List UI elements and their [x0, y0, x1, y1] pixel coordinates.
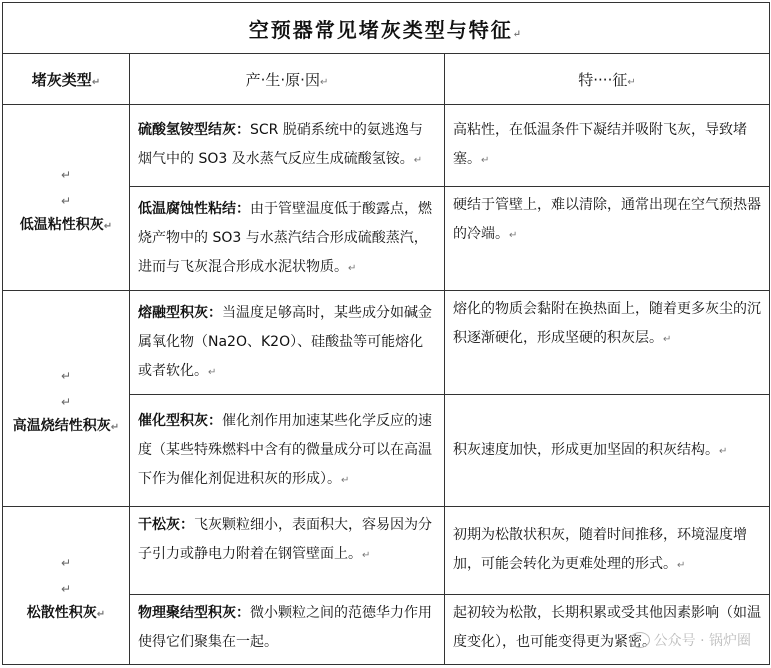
type-cell-high-temp: ↵ ↵ 高温烧结性积灰↵: [3, 291, 130, 507]
ash-type-table: [2, 2, 770, 665]
table-title: 空预器常见堵灰类型与特征↵: [3, 3, 770, 54]
type-cell-loose: ↵ ↵ 松散性积灰↵: [3, 507, 130, 665]
feature-cell: 起初较为松散，长期积累或受其他因素影响（如温度变化），也可能变得更为紧密。: [445, 595, 770, 665]
feature-cell: 初期为松散状积灰，随着时间推移，环境湿度增加，可能会转化为更难处理的形式。↵: [445, 507, 770, 595]
cause-cell: 干松灰：飞灰颗粒细小，表面积大，容易因为分子引力或静电力附着在钢管壁面上。↵: [130, 507, 445, 595]
cause-cell: 物理聚结型积灰：微小颗粒之间的范德华力作用使得它们聚集在一起。: [130, 595, 445, 665]
header-cause: 产·生·原·因↵: [130, 54, 445, 105]
header-feature: 特····征↵: [445, 54, 770, 105]
title-text: 空预器常见堵灰类型与特征: [248, 17, 513, 42]
watermark: 公众号 · 锅炉圈: [630, 630, 751, 650]
wechat-icon: [630, 632, 650, 648]
cause-cell: 硫酸氢铵型结灰：SCR 脱硝系统中的氨逃逸与烟气中的 SO3 及水蒸气反应生成硫酸氢铵。↵: [130, 105, 445, 187]
feature-cell: 硬结于管壁上，难以清除，通常出现在空气预热器的冷端。↵: [445, 187, 770, 291]
feature-cell: 积灰速度加快，形成更加坚固的积灰结构。↵: [445, 395, 770, 507]
cause-cell: 熔融型积灰：当温度足够高时，某些成分如碱金属氧化物（Na2O、K2O）、硅酸盐等可能熔化或者软化。↵: [130, 291, 445, 395]
cause-cell: 低温腐蚀性粘结：由于管壁温度低于酸露点，燃烧产物中的 SO3 与水蒸汽结合形成硫酸蒸汽，进而与飞灰混合形成水泥状物质。↵: [130, 187, 445, 291]
header-type: 堵灰类型↵: [3, 54, 130, 105]
cause-cell: 催化型积灰：催化剂作用加速某些化学反应的速度（某些特殊燃料中含有的微量成分可以在高温下作为催化剂促进积灰的形成）。↵: [130, 395, 445, 507]
feature-cell: 熔化的物质会黏附在换热面上，随着更多灰尘的沉积逐渐硬化，形成坚硬的积灰层。↵: [445, 291, 770, 395]
feature-cell: 高粘性，在低温条件下凝结并吸附飞灰，导致堵塞。↵: [445, 105, 770, 187]
type-cell-low-temp: ↵ ↵ 低温粘性积灰↵: [3, 105, 130, 291]
